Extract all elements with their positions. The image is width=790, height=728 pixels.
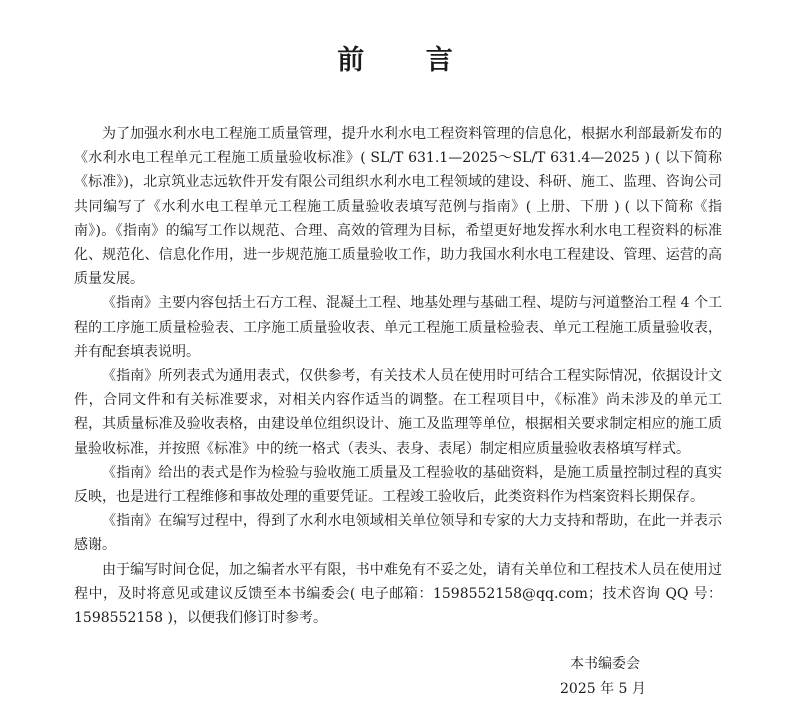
paragraph-1: 为了加强水利水电工程施工质量管理，提升水利水电工程资料管理的信息化，根据水利部最新发布的《水利水电工程单元工程施工质量验收标准》( SL/T 631.1—2025～SL/T 631.4—2025 ) ( 以下简称《标准》)，北京筑业志远软件开发有限公司组织水利水电工程领域的建设、科研、施工、监理、咨询公司共同编写了《水利水电工程单元工程施工质量验收表填写范例与指南》( 上册、下册 ) ( 以下简称《指南》)。《指南》的编写工作以规范、合理、高效的管理为目标，希望更好地发挥水利水电工程资料的标准化、规范化、信息化作用，进一步规范施工质量验收工作，助力我国水利水电工程建设、管理、运营的高质量发展。 [74, 126, 722, 288]
page-title: 前 言 [337, 45, 479, 76]
signature-date: 2025 年 5 月 [560, 681, 646, 697]
signature-block [560, 652, 680, 702]
paragraph-6: 由于编写时间仓促，加之编者水平有限，书中难免有不妥之处，请有关单位和工程技术人员在使用过程中，及时将意见或建议反馈至本书编委会( 电子邮箱：1598552158@qq.com；技术咨询 QQ 号：1598552158 )，以便我们修订时参考。 [74, 561, 722, 627]
paragraph-2: 《指南》主要内容包括土石方工程、混凝土工程、地基处理与基础工程、堤防与河道整治工程 4 个工程的工序施工质量检验表、工序施工质量验收表、单元工程施工质量检验表、单元工程施工质量验收表，并有配套填表说明。 [74, 295, 722, 360]
paragraph-5: 《指南》在编写过程中，得到了水利水电领域相关单位领导和专家的大力支持和帮助，在此一并表示感谢。 [74, 513, 722, 554]
signature-org: 本书编委会 [570, 656, 640, 672]
paragraph-4: 《指南》给出的表式是作为检验与验收施工质量及工程验收的基础资料，是施工质量控制过程的真实反映，也是进行工程维修和事故处理的重要凭证。工程竣工验收后，此类资料作为档案资料长期保存。 [74, 464, 722, 506]
paragraph-3: 《指南》所列表式为通用表式，仅供参考，有关技术人员在使用时可结合工程实际情况，依据设计文件，合同文件和有关标准要求，对相关内容作适当的调整。在工程项目中，《标准》尚未涉及的单元工程，其质量标准及验收表格，由建设单位组织设计、施工及监理等单位，根据相关要求制定相应的施工质量验收标准，并按照《标准》中的统一格式（表头、表身、表尾）制定相应质量验收表格填写样式。 [74, 368, 722, 457]
preface-body [74, 122, 722, 630]
